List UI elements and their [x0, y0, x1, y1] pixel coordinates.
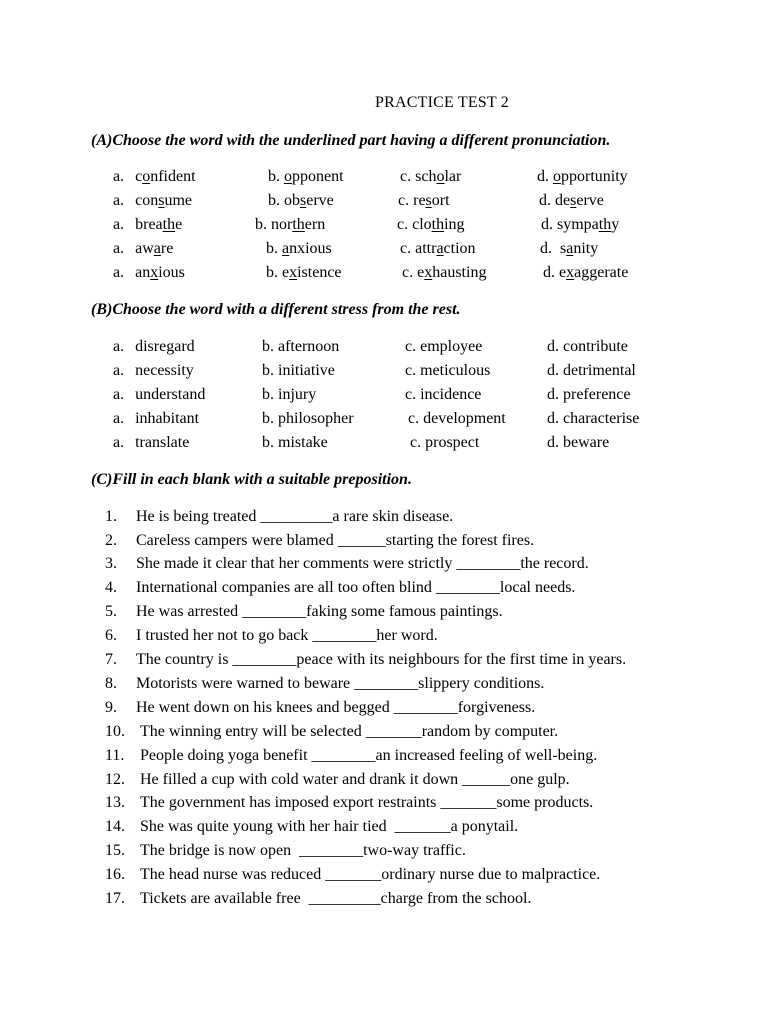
item-number: 1.	[105, 508, 117, 525]
word-suffix: hausting	[432, 264, 487, 281]
option-d	[539, 191, 604, 211]
option-c	[405, 361, 490, 381]
option-letter: c.	[400, 168, 412, 185]
option-a	[113, 385, 205, 405]
option-letter: d.	[543, 264, 555, 281]
word-suffix: ious	[158, 264, 185, 281]
option-letter: b.	[255, 216, 267, 233]
option-word	[135, 168, 195, 185]
option-word: employee	[420, 338, 483, 355]
option-a	[113, 215, 182, 235]
option-word	[560, 240, 598, 257]
list-item	[0, 889, 768, 909]
option-word	[282, 264, 342, 281]
option-b	[262, 385, 316, 405]
word-prefix: nor	[271, 216, 293, 233]
word-prefix: aw	[135, 240, 154, 257]
option-word: incidence	[420, 386, 482, 403]
option-c	[410, 433, 479, 453]
option-word	[415, 168, 461, 185]
section-a-row-3	[0, 215, 768, 235]
option-a	[113, 239, 173, 259]
item-number: 13.	[105, 794, 125, 811]
option-word: mistake	[278, 434, 328, 451]
list-item	[0, 698, 768, 718]
word-suffix: ume	[164, 192, 192, 209]
option-word: philosopher	[278, 410, 354, 427]
option-letter: a.	[113, 192, 125, 209]
option-a	[113, 337, 195, 357]
list-item	[0, 746, 768, 766]
option-word	[135, 240, 173, 257]
item-number: 10.	[105, 723, 125, 740]
option-letter: b.	[266, 264, 278, 281]
option-c	[402, 263, 486, 283]
item-number: 17.	[105, 890, 125, 907]
list-item	[0, 602, 768, 622]
option-d	[547, 385, 631, 405]
word-suffix: ort	[431, 192, 450, 209]
word-suffix: e	[175, 216, 183, 233]
option-letter: a.	[113, 338, 125, 355]
list-item	[0, 841, 768, 861]
option-b	[262, 433, 328, 453]
underlined-part: a	[566, 240, 574, 257]
option-word	[282, 240, 332, 257]
option-letter: d.	[547, 386, 559, 403]
option-letter: a.	[113, 434, 125, 451]
option-c	[400, 167, 461, 187]
word-prefix: e	[417, 264, 425, 281]
word-suffix: re	[160, 240, 174, 257]
word-suffix: ern	[304, 216, 326, 233]
option-a	[113, 191, 192, 211]
option-word: contribute	[563, 338, 628, 355]
word-suffix: lar	[444, 168, 462, 185]
list-item	[0, 817, 768, 837]
option-c	[397, 215, 465, 235]
word-prefix: re	[413, 192, 426, 209]
item-sentence: Careless campers were blamed ______starting the forest fires.	[136, 532, 535, 549]
item-number: 6.	[105, 627, 117, 644]
item-number: 12.	[105, 771, 125, 788]
item-sentence: The bridge is now open ________two-way traffic.	[140, 842, 466, 859]
word-prefix: con	[135, 192, 159, 209]
option-word: prospect	[425, 434, 480, 451]
option-c	[408, 409, 506, 429]
section-b-row-4	[0, 409, 768, 429]
option-word: inhabitant	[135, 410, 200, 427]
section-b-row-2	[0, 361, 768, 381]
underlined-part: s	[570, 192, 577, 209]
list-item	[0, 650, 768, 670]
option-letter: b.	[262, 362, 274, 379]
option-letter: a.	[113, 216, 125, 233]
option-word: necessity	[135, 362, 194, 379]
option-b	[262, 337, 339, 357]
option-c	[398, 191, 450, 211]
word-prefix: e	[282, 264, 290, 281]
item-sentence: International companies are all too often blind ________local needs.	[136, 579, 576, 596]
word-suffix: y	[611, 216, 620, 233]
underlined-part: a	[282, 240, 290, 257]
underlined-part: th	[598, 216, 612, 233]
item-number: 15.	[105, 842, 125, 859]
word-prefix: s	[560, 240, 567, 257]
option-letter: c.	[410, 434, 422, 451]
option-word	[417, 264, 486, 281]
underlined-part: o	[553, 168, 561, 185]
option-word: disregard	[135, 338, 195, 355]
option-word: detrimental	[563, 362, 636, 379]
word-prefix: c	[135, 168, 143, 185]
option-letter: b.	[268, 192, 280, 209]
option-letter: d.	[539, 192, 551, 209]
underlined-part: s	[300, 192, 307, 209]
item-number: 11.	[105, 747, 125, 764]
word-prefix: sch	[415, 168, 437, 185]
item-sentence: The head nurse was reduced _______ordinary nurse due to malpractice.	[140, 866, 601, 883]
word-prefix: an	[135, 264, 151, 281]
option-word: injury	[278, 386, 317, 403]
section-a-row-1	[0, 167, 768, 187]
word-suffix: nity	[573, 240, 599, 257]
word-suffix: aggerate	[574, 264, 629, 281]
option-b	[266, 239, 332, 259]
word-prefix: ob	[284, 192, 300, 209]
underlined-part: o	[142, 168, 151, 185]
section-b-row-1	[0, 337, 768, 357]
option-letter: a.	[113, 240, 125, 257]
option-letter: b.	[262, 386, 274, 403]
underlined-part: a	[153, 240, 161, 257]
section-a-row-2	[0, 191, 768, 211]
option-word	[135, 264, 185, 281]
word-suffix: erve	[576, 192, 604, 209]
list-item	[0, 578, 768, 598]
option-letter: d.	[547, 362, 559, 379]
list-item	[0, 674, 768, 694]
item-sentence: He is being treated _________a rare skin disease.	[136, 508, 454, 525]
item-sentence: She was quite young with her hair tied _______a ponytail.	[140, 818, 519, 835]
option-word	[135, 216, 182, 233]
option-letter: c.	[402, 264, 414, 281]
option-word	[284, 168, 344, 185]
option-letter: a.	[113, 410, 125, 427]
option-letter: b.	[262, 434, 274, 451]
word-suffix: ction	[443, 240, 476, 257]
option-word: understand	[135, 386, 206, 403]
word-suffix: pponent	[292, 168, 344, 185]
option-word	[555, 192, 604, 209]
word-prefix: sympa	[557, 216, 599, 233]
option-word	[284, 192, 334, 209]
option-word	[557, 216, 619, 233]
item-number: 5.	[105, 603, 117, 620]
option-c	[405, 337, 482, 357]
word-prefix: de	[555, 192, 571, 209]
underlined-part: s	[425, 192, 432, 209]
item-sentence: The country is ________peace with its neighbours for the first time in years.	[136, 651, 627, 668]
option-letter: b.	[262, 410, 274, 427]
section-b-row-5	[0, 433, 768, 453]
option-a	[113, 409, 199, 429]
option-word	[135, 192, 192, 209]
option-b	[262, 409, 354, 429]
list-item	[0, 531, 768, 551]
section-b-row-3	[0, 385, 768, 405]
option-b	[266, 263, 342, 283]
option-b	[255, 215, 325, 235]
option-d	[547, 361, 636, 381]
option-d	[541, 215, 619, 235]
underlined-part: a	[436, 240, 444, 257]
option-a	[113, 263, 185, 283]
list-item	[0, 626, 768, 646]
option-word: meticulous	[420, 362, 491, 379]
option-word	[413, 192, 449, 209]
word-suffix: nxious	[289, 240, 332, 257]
option-letter: d.	[547, 338, 559, 355]
option-a	[113, 361, 194, 381]
option-letter: d.	[547, 434, 559, 451]
item-number: 4.	[105, 579, 117, 596]
option-word: characterise	[563, 410, 640, 427]
underlined-part: x	[566, 264, 575, 281]
option-word: afternoon	[278, 338, 340, 355]
item-sentence: He filled a cup with cold water and drank it down ______one gulp.	[140, 771, 570, 788]
option-letter: a.	[113, 362, 125, 379]
item-sentence: Tickets are available free _________charge from the school.	[140, 890, 532, 907]
option-a	[113, 433, 189, 453]
option-letter: c.	[405, 338, 417, 355]
word-suffix: pportunity	[561, 168, 628, 185]
option-letter: a.	[113, 386, 125, 403]
item-number: 2.	[105, 532, 117, 549]
option-b	[262, 361, 335, 381]
item-sentence: Motorists were warned to beware ________slippery conditions.	[136, 675, 545, 692]
option-word	[553, 168, 628, 185]
option-c	[400, 239, 476, 259]
option-b	[268, 191, 334, 211]
item-sentence: I trusted her not to go back ________her word.	[136, 627, 438, 644]
option-word: translate	[135, 434, 190, 451]
section-b-heading: (B)Choose the word with a different stress from the rest.	[91, 301, 461, 318]
word-suffix: erve	[306, 192, 334, 209]
item-number: 14.	[105, 818, 125, 835]
word-prefix: attr	[415, 240, 437, 257]
word-prefix: brea	[135, 216, 163, 233]
underlined-part: s	[158, 192, 165, 209]
list-item	[0, 865, 768, 885]
section-c-heading: (C)Fill in each blank with a suitable preposition.	[91, 471, 412, 488]
item-number: 7.	[105, 651, 117, 668]
option-d	[547, 433, 609, 453]
word-prefix: e	[559, 264, 567, 281]
option-letter: d.	[537, 168, 549, 185]
underlined-part: th	[162, 216, 176, 233]
option-letter: a.	[113, 168, 125, 185]
word-suffix: ing	[444, 216, 465, 233]
item-number: 3.	[105, 555, 117, 572]
item-number: 9.	[105, 699, 117, 716]
option-letter: b.	[262, 338, 274, 355]
item-sentence: People doing yoga benefit ________an increased feeling of well-being.	[140, 747, 598, 764]
option-word: development	[423, 410, 506, 427]
option-letter: b.	[268, 168, 280, 185]
section-a-heading: (A)Choose the word with the underlined part having a different pronunciation.	[91, 132, 611, 149]
item-sentence: He was arrested ________faking some famous paintings.	[136, 603, 503, 620]
option-word	[271, 216, 325, 233]
list-item	[0, 793, 768, 813]
item-sentence: The winning entry will be selected _______random by computer.	[140, 723, 559, 740]
page-title: PRACTICE TEST 2	[375, 94, 509, 111]
list-item	[0, 722, 768, 742]
word-prefix: clo	[412, 216, 432, 233]
item-sentence: The government has imposed export restraints _______some products.	[140, 794, 594, 811]
underlined-part: x	[289, 264, 298, 281]
option-word: initiative	[278, 362, 335, 379]
word-suffix: istence	[297, 264, 342, 281]
underlined-part: x	[424, 264, 433, 281]
underlined-part: x	[150, 264, 159, 281]
option-letter: d.	[541, 216, 553, 233]
item-sentence: She made it clear that her comments were strictly ________the record.	[136, 555, 589, 572]
item-number: 16.	[105, 866, 125, 883]
option-letter: c.	[408, 410, 420, 427]
option-letter: c.	[398, 192, 410, 209]
option-d	[540, 239, 598, 259]
underlined-part: th	[431, 216, 445, 233]
option-d	[547, 337, 628, 357]
item-number: 8.	[105, 675, 117, 692]
option-letter: c.	[405, 362, 417, 379]
option-word	[559, 264, 628, 281]
option-c	[405, 385, 481, 405]
option-word: preference	[563, 386, 631, 403]
section-a-row-5	[0, 263, 768, 283]
underlined-part: o	[284, 168, 292, 185]
list-item	[0, 554, 768, 574]
section-a-row-4	[0, 239, 768, 259]
option-letter: c.	[397, 216, 409, 233]
option-d	[537, 167, 628, 187]
option-letter: d.	[540, 240, 552, 257]
option-word	[412, 216, 464, 233]
option-a	[113, 167, 196, 187]
option-d	[547, 409, 639, 429]
list-item	[0, 770, 768, 790]
item-sentence: He went down on his knees and begged ________forgiveness.	[136, 699, 536, 716]
option-letter: c.	[400, 240, 412, 257]
option-d	[543, 263, 628, 283]
option-word	[415, 240, 475, 257]
word-suffix: nfident	[150, 168, 196, 185]
option-letter: c.	[405, 386, 417, 403]
underlined-part: th	[292, 216, 305, 233]
option-b	[268, 167, 344, 187]
option-letter: a.	[113, 264, 125, 281]
underlined-part: o	[436, 168, 445, 185]
option-letter: b.	[266, 240, 278, 257]
list-item	[0, 507, 768, 527]
option-word: beware	[563, 434, 610, 451]
option-letter: d.	[547, 410, 559, 427]
